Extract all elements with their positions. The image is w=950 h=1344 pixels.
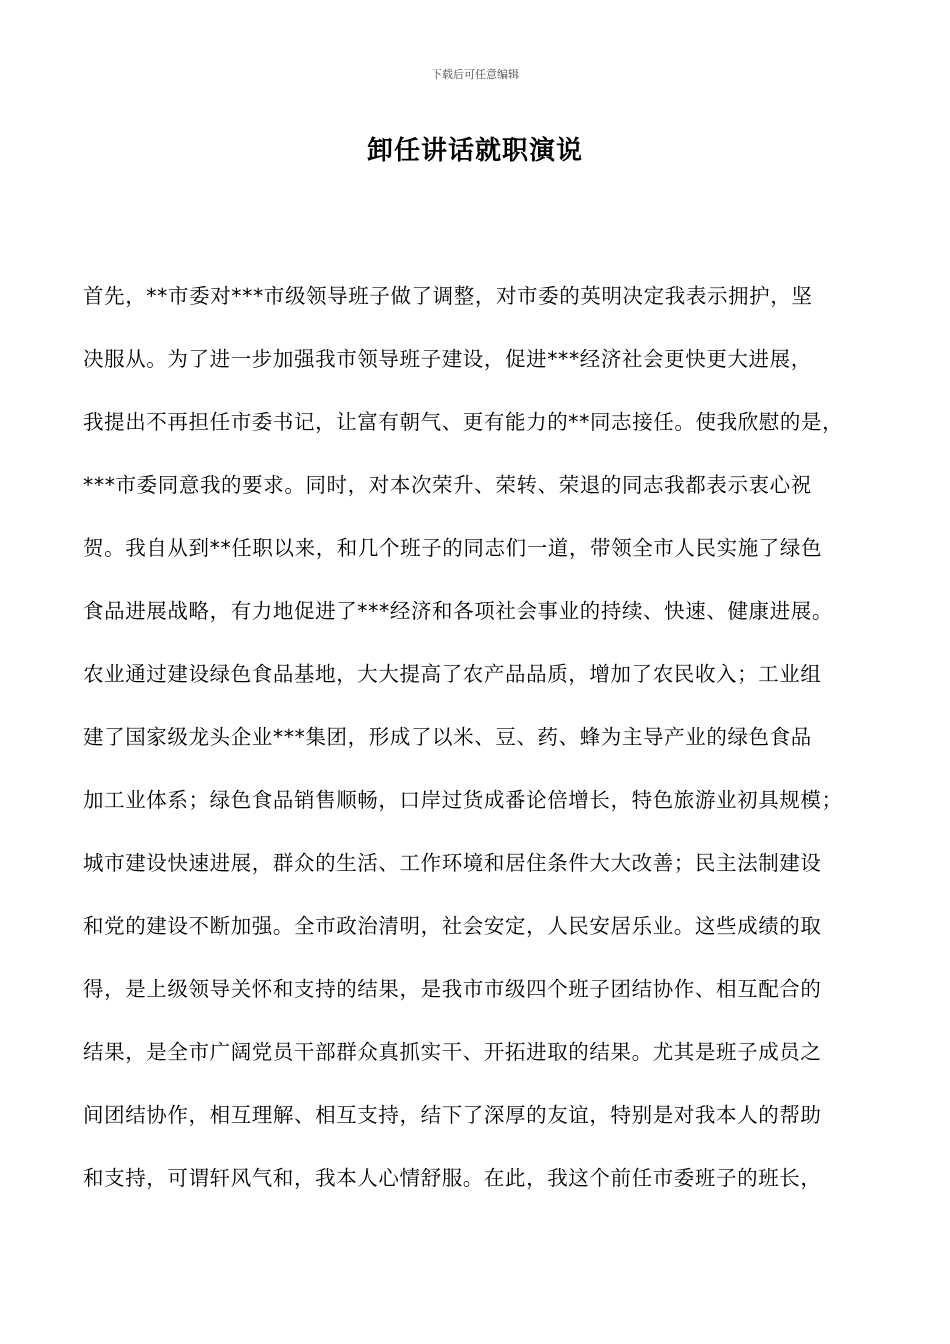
paragraph-line: 建了国家级龙头企业***集团，形成了以米、豆、药、蜂为主导产业的绿色食品 <box>83 725 812 749</box>
paragraph-line: 贺。我自从到**任职以来，和几个班子的同志们一道，带领全市人民实施了绿色 <box>83 536 823 560</box>
body-text <box>83 277 883 1222</box>
paragraph-line: 结果，是全市广阔党员干部群众真抓实干、开拓进取的结果。尤其是班子成员之 <box>83 1040 822 1064</box>
paragraph-line: 决服从。为了进一步加强我市领导班子建设，促进***经济社会更快更大进展， <box>83 347 812 371</box>
document-title: 卸任讲话就职演说 <box>366 136 583 166</box>
paragraph-line: ***市委同意我的要求。同时，对本次荣升、荣转、荣退的同志我都表示衷心祝 <box>83 473 812 497</box>
paragraph-line: 加工业体系；绿色食品销售顺畅，口岸过货成番论倍增长，特色旅游业初具规模； <box>83 788 843 812</box>
paragraph-line: 和党的建设不断加强。全市政治清明，社会安定，人民安居乐业。这些成绩的取 <box>83 914 822 938</box>
paragraph-line: 农业通过建设绿色食品基地，大大提高了农产品品质，增加了农民收入；工业组 <box>83 662 822 686</box>
paragraph-line: 得，是上级领导关怀和支持的结果，是我市市级四个班子团结协作、相互配合的 <box>83 977 822 1001</box>
paragraph-line: 城市建设快速进展，群众的生活、工作环境和居住条件大大改善；民主法制建设 <box>83 851 822 875</box>
paragraph-line: 食品进展战略，有力地促进了***经济和各项社会事业的持续、快速、健康进展。 <box>83 599 833 623</box>
paragraph-line: 间团结协作，相互理解、相互支持，结下了深厚的友谊，特别是对我本人的帮助 <box>83 1103 822 1127</box>
paragraph-line: 首先，**市委对***市级领导班子做了调整，对市委的英明决定我表示拥护，坚 <box>83 284 813 308</box>
header-note: 下载后可任意编辑 <box>431 68 519 81</box>
paragraph-line: 和支持，可谓轩风气和，我本人心情舒服。在此，我这个前任市委班子的班长， <box>83 1166 822 1190</box>
paragraph-line: 我提出不再担任市委书记，让富有朝气、更有能力的**同志接任。使我欣慰的是， <box>83 410 844 434</box>
